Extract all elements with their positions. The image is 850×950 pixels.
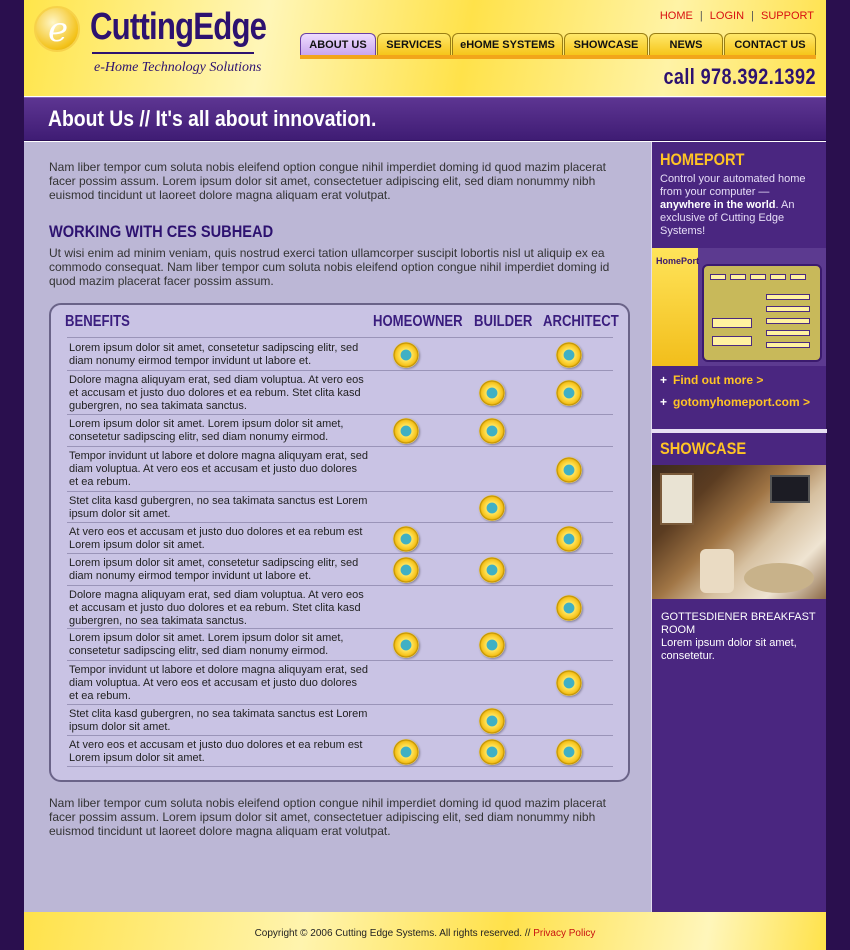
builder-check-icon	[479, 739, 505, 765]
table-row	[67, 522, 613, 553]
homeport-site-label: gotomyhomeport.com >	[673, 395, 811, 409]
architect-check-icon	[556, 670, 582, 696]
col-header-homeowner: HOMEOWNER	[373, 313, 463, 330]
phone-number: call 978.392.1392	[663, 64, 816, 89]
logo-icon[interactable]	[34, 6, 80, 52]
table-row	[67, 585, 613, 628]
page-banner	[24, 97, 826, 141]
col-header-architect: ARCHITECT	[543, 313, 619, 330]
homeowner-check-icon	[393, 342, 419, 368]
table-row	[67, 553, 613, 585]
architect-check-icon	[556, 342, 582, 368]
tab-services[interactable]: SERVICES	[377, 33, 451, 55]
benefits-table	[49, 303, 630, 782]
benefit-text: Lorem ipsum dolor sit amet, consetetur sadipscing elitr, sed diam nonumy eirmod tempor invidunt ut labore et.	[69, 557, 359, 582]
builder-check-icon	[479, 708, 505, 734]
site-header	[24, 0, 826, 96]
homeport-brochure	[652, 248, 698, 366]
util-login-link[interactable]: LOGIN	[709, 10, 745, 22]
table-row	[67, 660, 613, 704]
builder-check-icon	[479, 557, 505, 583]
table-row	[67, 704, 613, 735]
architect-check-icon	[556, 739, 582, 765]
utility-nav	[660, 10, 814, 22]
intro-paragraph: Nam liber tempor cum soluta nobis eleifend option congue nihil imperdiet doming id quod mazim placerat facer possim assum. Lorem ipsum dolor sit amet, consectetuer adipiscing elit, sed diam nonummy nibh euismod tincidunt ut laoreet dolore magna aliquam erat volutpat.	[49, 160, 606, 202]
find-out-more-link[interactable]	[660, 373, 763, 387]
room-window	[660, 473, 694, 525]
col-header-builder: BUILDER	[474, 313, 533, 330]
table-row	[67, 446, 613, 491]
outro-paragraph: Nam liber tempor cum soluta nobis eleifend option congue nihil imperdiet doming id quod mazim placerat facer possim assum. Lorem ipsum dolor sit amet, consectetuer adipiscing elit, sed diam nonummy nibh euismod tincidunt ut laoreet dolore magna aliquam erat volutpat.	[49, 796, 606, 838]
plus-icon: +	[660, 373, 668, 387]
util-separator: |	[699, 10, 703, 22]
table-row	[67, 628, 613, 660]
benefit-text: Lorem ipsum dolor sit amet. Lorem ipsum dolor sit amet, consetetur sadipscing elitr, sed diam nonumy eirmod.	[69, 418, 344, 443]
benefit-text: Stet clita kasd gubergren, no sea takimata sanctus est Lorem ipsum dolor sit amet.	[69, 708, 368, 733]
architect-check-icon	[556, 595, 582, 621]
room-tv	[770, 475, 810, 503]
showcase-caption-title: GOTTESDIENER BREAKFAST ROOM	[661, 611, 816, 636]
site-footer	[24, 912, 826, 950]
builder-check-icon	[479, 380, 505, 406]
sidebar	[651, 142, 826, 912]
showcase-photo[interactable]	[652, 465, 826, 599]
architect-check-icon	[556, 380, 582, 406]
homeport-site-link[interactable]	[660, 395, 810, 409]
homeowner-check-icon	[393, 418, 419, 444]
homeowner-check-icon	[393, 739, 419, 765]
table-row	[67, 337, 613, 370]
tab-ehome-systems[interactable]: eHOME SYSTEMS	[452, 33, 563, 55]
col-header-benefits: BENEFITS	[65, 313, 130, 330]
homeport-control-panel	[702, 264, 822, 362]
benefit-text: Tempor invidunt ut labore et dolore magna aliquyam erat, sed diam voluptua. At vero eos et accusam et justo duo dolores et ea rebum.	[69, 450, 369, 488]
tab-contact-us[interactable]: CONTACT US	[724, 33, 816, 55]
benefit-text: Dolore magna aliquyam erat, sed diam voluptua. At vero eos et accusam et justo duo dolores et ea rebum. Stet clita kasd gubergren, no sea takimata sanctus.	[69, 374, 364, 412]
homeowner-check-icon	[393, 632, 419, 658]
tab-about-us[interactable]: ABOUT US	[300, 33, 376, 55]
find-out-more-label: Find out more >	[673, 373, 764, 387]
architect-check-icon	[556, 457, 582, 483]
homeport-screenshot-label: HomePort	[656, 256, 700, 266]
privacy-policy-link[interactable]: Privacy Policy	[533, 928, 596, 939]
benefit-text: Tempor invidunt ut labore et dolore magna aliquyam erat, sed diam voluptua. At vero eos et accusam et justo duo dolores et ea rebum.	[69, 664, 369, 702]
util-separator: |	[751, 10, 754, 22]
homeport-screenshot[interactable]	[652, 248, 826, 366]
homeport-text-part: Control your automated home from your computer —	[660, 173, 806, 198]
benefit-text: Lorem ipsum dolor sit amet. Lorem ipsum dolor sit amet, consetetur sadipscing elitr, sed diam nonumy eirmod.	[69, 632, 344, 657]
util-support-link[interactable]: SUPPORT	[761, 10, 814, 22]
tab-news[interactable]: NEWS	[649, 33, 723, 55]
main-nav-tabs	[300, 33, 817, 55]
table-bottom-rule	[67, 766, 613, 767]
page	[24, 0, 826, 950]
benefit-text: At vero eos et accusam et justo duo dolores et ea rebum est Lorem ipsum dolor sit amet.	[69, 526, 363, 551]
benefit-text: At vero eos et accusam et justo duo dolores et ea rebum est Lorem ipsum dolor sit amet.	[69, 739, 363, 764]
architect-check-icon	[556, 526, 582, 552]
showcase-title: SHOWCASE	[660, 439, 747, 458]
plus-icon: +	[660, 395, 668, 409]
table-row	[67, 491, 613, 522]
util-home-link[interactable]: HOME	[659, 10, 693, 22]
copyright-text: Copyright © 2006 Cutting Edge Systems. All rights reserved. //	[254, 928, 531, 939]
page-title: About Us // It's all about innovation.	[48, 106, 377, 131]
tab-showcase[interactable]: SHOWCASE	[564, 33, 648, 55]
homeport-text	[660, 173, 818, 238]
sidebar-divider	[652, 429, 827, 433]
logo-tagline: e-Home Technology Solutions	[94, 60, 262, 75]
room-table	[744, 563, 814, 593]
homeport-text-bold: anywhere in the world	[660, 199, 776, 211]
showcase-caption	[661, 611, 821, 663]
table-row	[67, 370, 613, 414]
main-content	[24, 142, 651, 912]
builder-check-icon	[479, 632, 505, 658]
benefit-text: Lorem ipsum dolor sit amet, consetetur sadipscing elitr, sed diam nonumy eirmod tempor invidunt ut labore et.	[69, 341, 359, 367]
homeport-text-part: . An exclusive of Cutting Edge Systems!	[660, 199, 795, 237]
room-chair	[700, 549, 734, 593]
homeport-title: HOMEPORT	[660, 150, 745, 169]
benefit-text: Dolore magna aliquyam erat, sed diam voluptua. At vero eos et accusam et justo duo dolores et ea rebum. Stet clita kasd gubergren, no sea takimata sanctus.	[69, 589, 364, 627]
logo-rule	[92, 52, 254, 54]
table-row	[67, 414, 613, 446]
logo-letter: e	[48, 10, 69, 50]
benefit-text: Stet clita kasd gubergren, no sea takimata sanctus est Lorem ipsum dolor sit amet.	[69, 495, 368, 520]
builder-check-icon	[479, 495, 505, 521]
homeowner-check-icon	[393, 526, 419, 552]
showcase-caption-text: Lorem ipsum dolor sit amet, consetetur.	[661, 637, 797, 662]
table-row	[67, 735, 613, 766]
subhead-paragraph: Ut wisi enim ad minim veniam, quis nostrud exerci tation ullamcorper suscipit lobortis nisl ut aliquip ex ea commodo consequat. Nam liber tempor cum soluta nobis eleifend option congue nihil imperdiet doming id quod mazim placerat facer possim assum.	[49, 246, 610, 288]
tab-underline	[300, 55, 816, 59]
homeowner-check-icon	[393, 557, 419, 583]
logo-wordmark[interactable]: CuttingEdge	[90, 6, 267, 48]
builder-check-icon	[479, 418, 505, 444]
section-subhead: WORKING WITH CES SUBHEAD	[49, 222, 274, 241]
copyright	[24, 928, 826, 939]
